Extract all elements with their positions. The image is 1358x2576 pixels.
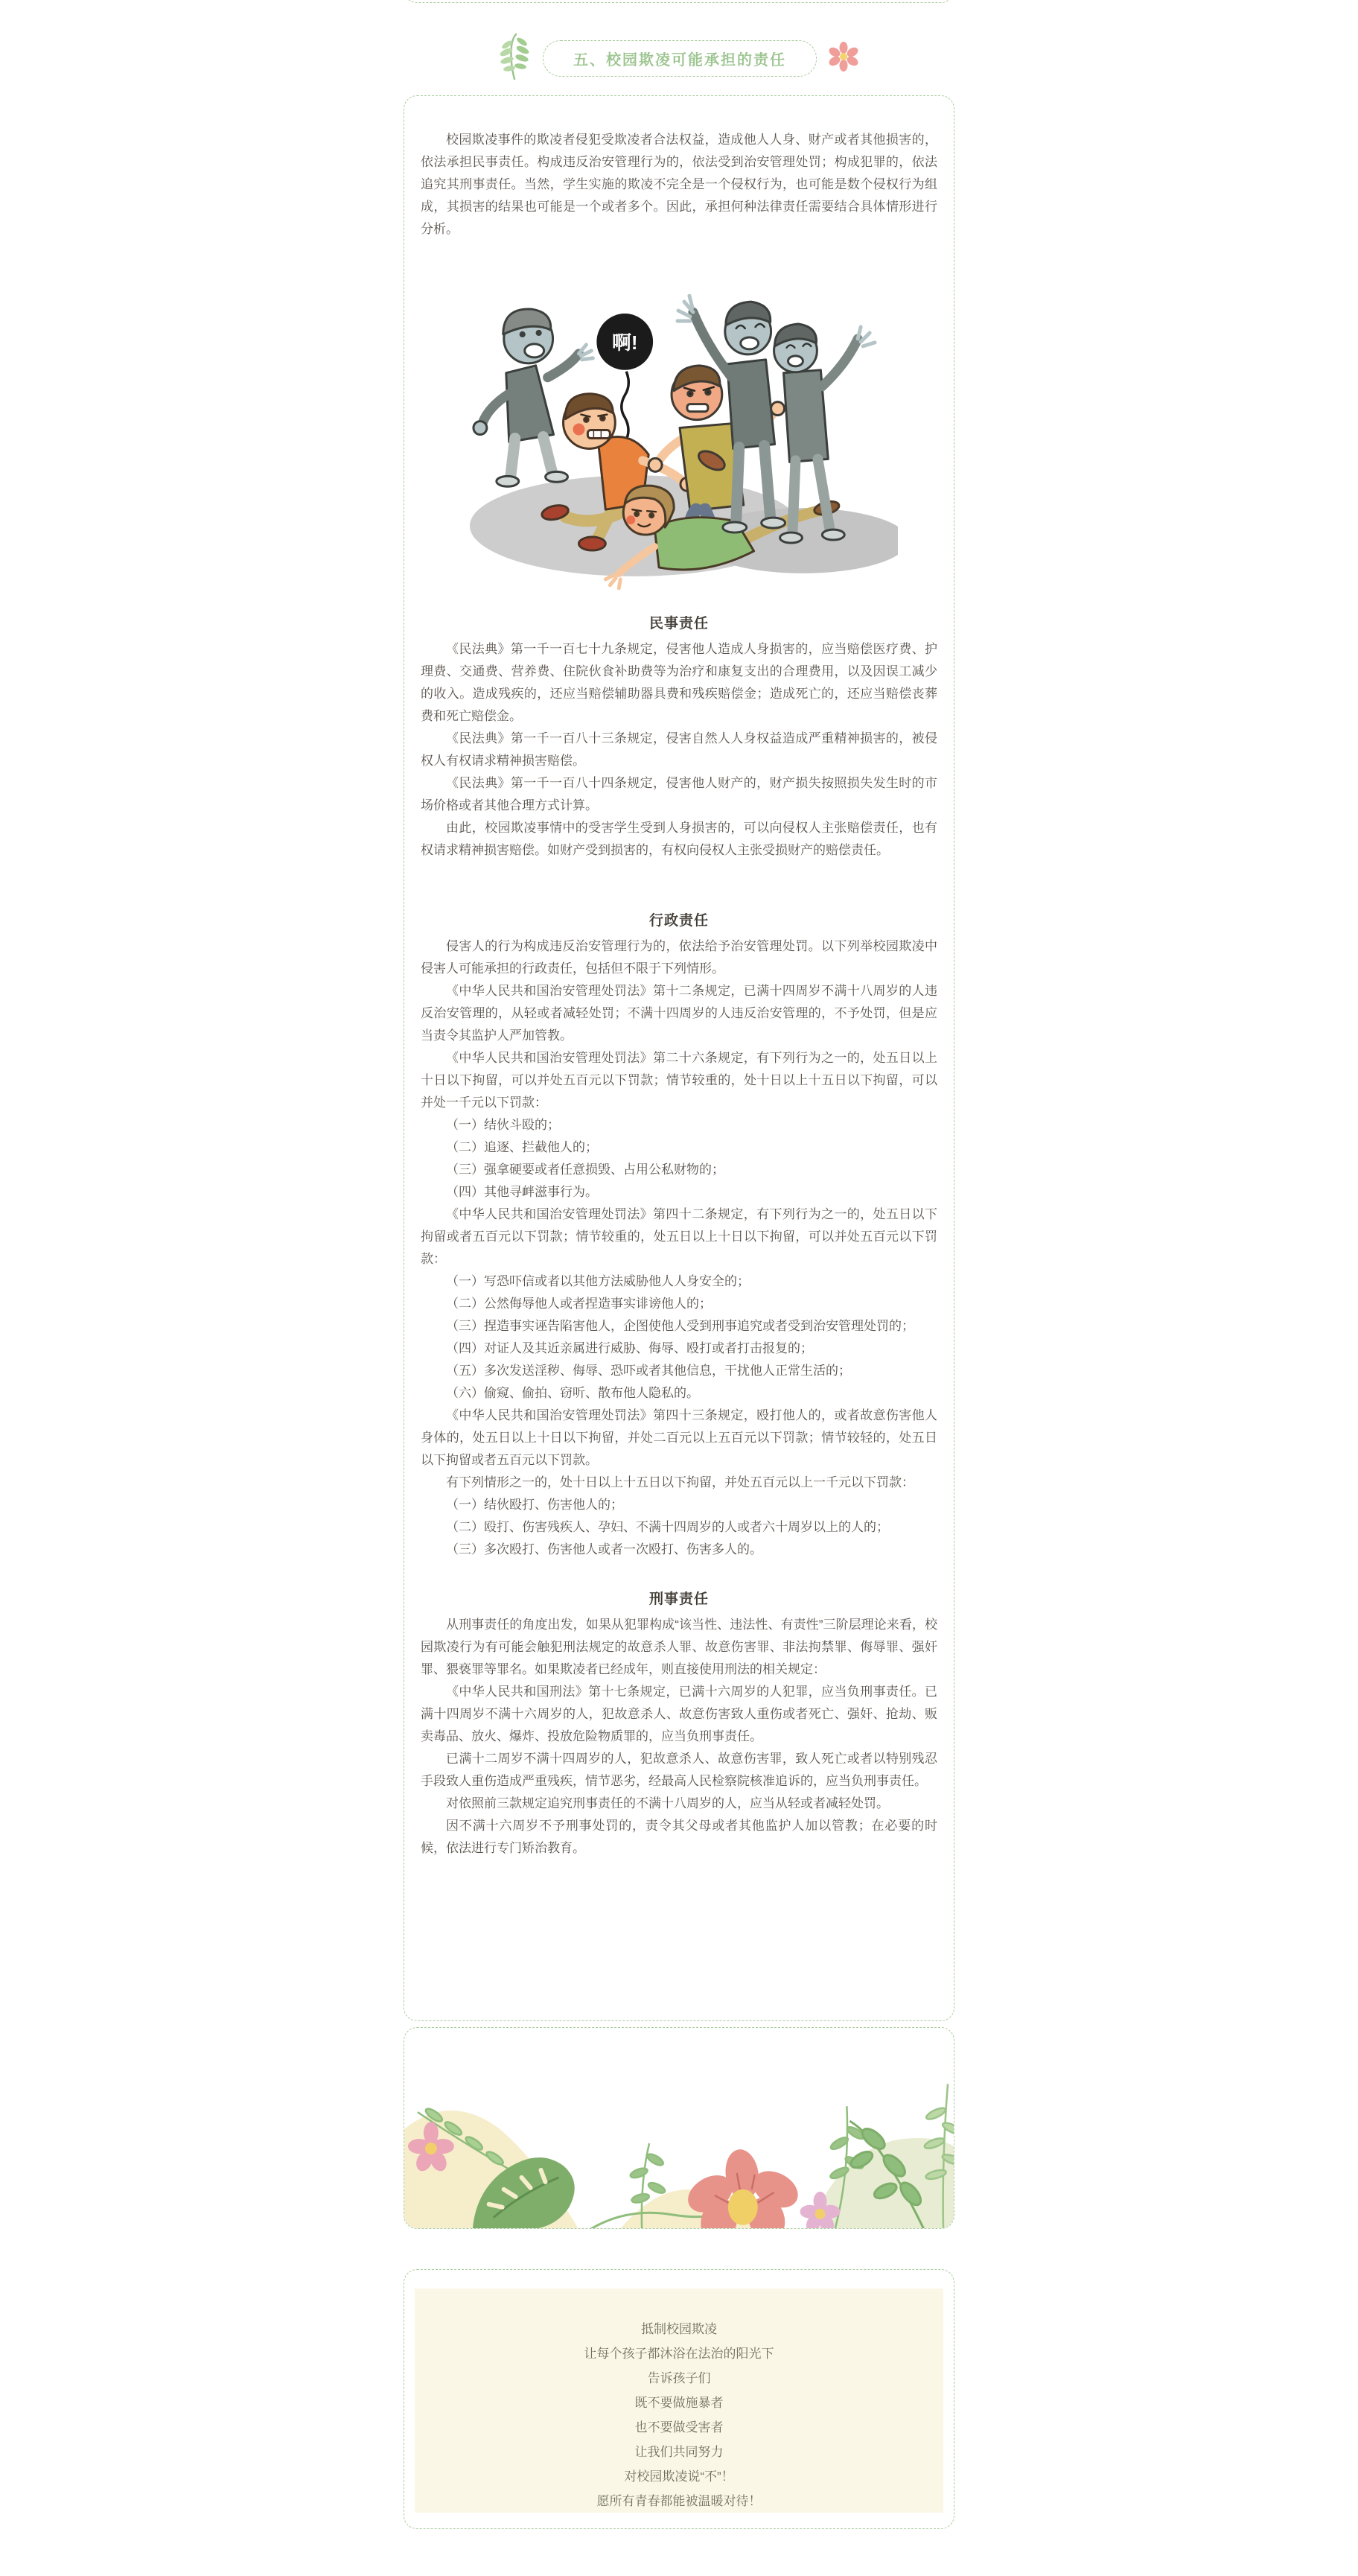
- list-item: （三）多次殴打、伤害他人或者一次殴打、伤害多人的。: [446, 1542, 762, 1556]
- paragraph: 从刑事责任的角度出发，如果从犯罪构成“该当性、违法性、有责性”三阶层理论来看，校园欺凌行为有可能会触犯刑法规定的故意杀人罪、故意伤害罪、非法拘禁罪、侮辱罪、强奸罪、猥亵罪等罪名。如果欺凌者已经成年，则直接使用刑法的相关规定：: [421, 1618, 937, 1676]
- floral-decoration-card: [404, 2027, 954, 2229]
- list-item: （一）结伙殴打、伤害他人的；: [446, 1498, 623, 1512]
- paragraph: 已满十二周岁不满十四周岁的人，犯故意杀人、故意伤害罪，致人死亡或者以特别残忍手段致人重伤造成严重残疾，情节恶劣，经最高人民检察院核准追诉的，应当负刑事责任。: [421, 1752, 937, 1788]
- paragraph: 由此，校园欺凌事情中的受害学生受到人身损害的，可以向侵权人主张赔偿责任，也有权请求精神损害赔偿。如财产受到损害的，有权向侵权人主张受损财产的赔偿责任。: [421, 821, 937, 857]
- list-item: （四）对证人及其近亲属进行威胁、侮辱、殴打或者打击报复的；: [446, 1341, 813, 1355]
- list-item: （四）其他寻衅滋事行为。: [446, 1185, 598, 1199]
- paragraph: 《中华人民共和国治安管理处罚法》第四十二条规定，有下列行为之一的，处五日以下拘留或者五百元以下罚款；情节较重的，处五日以上十日以下拘留，可以并处五百元以下罚款：: [421, 1207, 937, 1266]
- closing-line: 让每个孩子都沐浴在法治的阳光下: [584, 2347, 774, 2361]
- closing-line: 抵制校园欺凌: [641, 2322, 717, 2336]
- closing-line: 既不要做施暴者: [634, 2396, 724, 2410]
- paragraph: 《中华人民共和国治安管理处罚法》第四十三条规定，殴打他人的，或者故意伤害他人身体的，处五日以上十日以下拘留，并处二百元以上五百元以下罚款；情节较轻的，处五日以下拘留或者五百元以下罚款。: [421, 1408, 937, 1467]
- list-item: （六）偷窥、偷拍、窃听、散布他人隐私的。: [446, 1386, 699, 1400]
- section-title: 五、校园欺凌可能承担的责任: [573, 52, 786, 69]
- previous-card-bottom-edge: [404, 0, 954, 3]
- closing-line: 也不要做受害者: [634, 2420, 724, 2435]
- closing-message-card: [404, 2269, 954, 2529]
- paragraph: 对依照前三款规定追究刑事责任的不满十八周岁的人，应当从轻或者减轻处罚。: [446, 1796, 889, 1810]
- flower-icon: [829, 42, 858, 75]
- section-header: [0, 33, 1358, 84]
- heading-administrative-liability: 行政责任: [648, 913, 709, 929]
- list-item: （二）殴打、伤害残疾人、孕妇、不满十四周岁的人或者六十周岁以上的人的；: [446, 1520, 889, 1534]
- list-item: （一）结伙斗殴的；: [446, 1118, 560, 1132]
- heading-civil-liability: 民事责任: [648, 616, 709, 632]
- closing-line: 告诉孩子们: [647, 2371, 711, 2385]
- leaf-icon: [500, 33, 531, 84]
- speech-bubble-text: 啊!: [611, 332, 638, 354]
- list-item: （三）强拿硬要或者任意损毁、占用公私财物的；: [446, 1163, 724, 1177]
- paragraph: 《中华人民共和国治安管理处罚法》第二十六条规定，有下列行为之一的，处五日以上十日以下拘留，可以并处五百元以下罚款；情节较重的，处十日以上十五日以下拘留，可以并处一千元以下罚款：: [421, 1051, 937, 1110]
- list-item: （五）多次发送淫秽、侮辱、恐吓或者其他信息，干扰他人正常生活的；: [446, 1364, 851, 1378]
- floral-illustration: [404, 2061, 954, 2229]
- paragraph: 《民法典》第一千一百八十四条规定，侵害他人财产的，财产损失按照损失发生时的市场价格或者其他合理方式计算。: [421, 776, 937, 812]
- list-item: （一）写恐吓信或者以其他方法威胁他人人身安全的；: [446, 1274, 750, 1288]
- closing-line: 愿所有青春都能被温暖对待！: [596, 2494, 762, 2508]
- paragraph: 侵害人的行为构成违反治安管理行为的，依法给予治安管理处罚。以下列举校园欺凌中侵害人可能承担的行政责任，包括但不限于下列情形。: [421, 939, 937, 976]
- heading-criminal-liability: 刑事责任: [648, 1591, 709, 1607]
- section-title-badge: [543, 40, 817, 77]
- closing-panel: [415, 2289, 943, 2513]
- bullying-illustration: [460, 282, 898, 594]
- paragraph: 《中华人民共和国治安管理处罚法》第十二条规定，已满十四周岁不满十八周岁的人违反治安管理的，从轻或者减轻处罚；不满十四周岁的人违反治安管理的，不予处罚，但是应当责令其监护人严加管教。: [421, 984, 937, 1043]
- closing-line: 对校园欺凌说“不”！: [624, 2470, 734, 2484]
- intro-paragraph: 校园欺凌事件的欺凌者侵犯受欺凌者合法权益，造成他人人身、财产或者其他损害的，依法承担民事责任。构成违反治安管理行为的，依法受到治安管理处罚；构成犯罪的，依法追究其刑事责任。当然，学生实施的欺凌不完全是一个侵权行为，也可能是数个侵权行为组成，其损害的结果也可能是一个或者多个。因此，承担何种法律责任需要结合具体情形进行分析。: [421, 133, 937, 236]
- paragraph: 《民法典》第一千一百八十三条规定，侵害自然人人身权益造成严重精神损害的，被侵权人有权请求精神损害赔偿。: [421, 731, 937, 768]
- list-item: （三）捏造事实诬告陷害他人，企图使他人受到刑事追究或者受到治安管理处罚的；: [446, 1319, 914, 1333]
- paragraph: 有下列情形之一的，处十日以上十五日以下拘留，并处五百元以上一千元以下罚款：: [446, 1475, 914, 1489]
- paragraph: 因不满十六周岁不予刑事处罚的，责令其父母或者其他监护人加以管教；在必要的时候，依法进行专门矫治教育。: [421, 1819, 937, 1855]
- article-card: [404, 95, 954, 2021]
- list-item: （二）追逐、拦截他人的；: [446, 1140, 598, 1154]
- list-item: （二）公然侮辱他人或者捏造事实诽谤他人的；: [446, 1297, 712, 1311]
- paragraph: 《中华人民共和国刑法》第十七条规定，已满十六周岁的人犯罪，应当负刑事责任。已满十四周岁不满十六周岁的人，犯故意杀人、故意伤害致人重伤或者死亡、强奸、抢劫、贩卖毒品、放火、爆炸、投放危险物质罪的，应当负刑事责任。: [421, 1685, 937, 1743]
- closing-line: 让我们共同努力: [634, 2445, 724, 2459]
- paragraph: 《民法典》第一千一百七十九条规定，侵害他人造成人身损害的，应当赔偿医疗费、护理费、交通费、营养费、住院伙食补助费等为治疗和康复支出的合理费用，以及因误工减少的收入。造成残疾的，还应当赔偿辅助器具费和残疾赔偿金；造成死亡的，还应当赔偿丧葬费和死亡赔偿金。: [421, 642, 937, 723]
